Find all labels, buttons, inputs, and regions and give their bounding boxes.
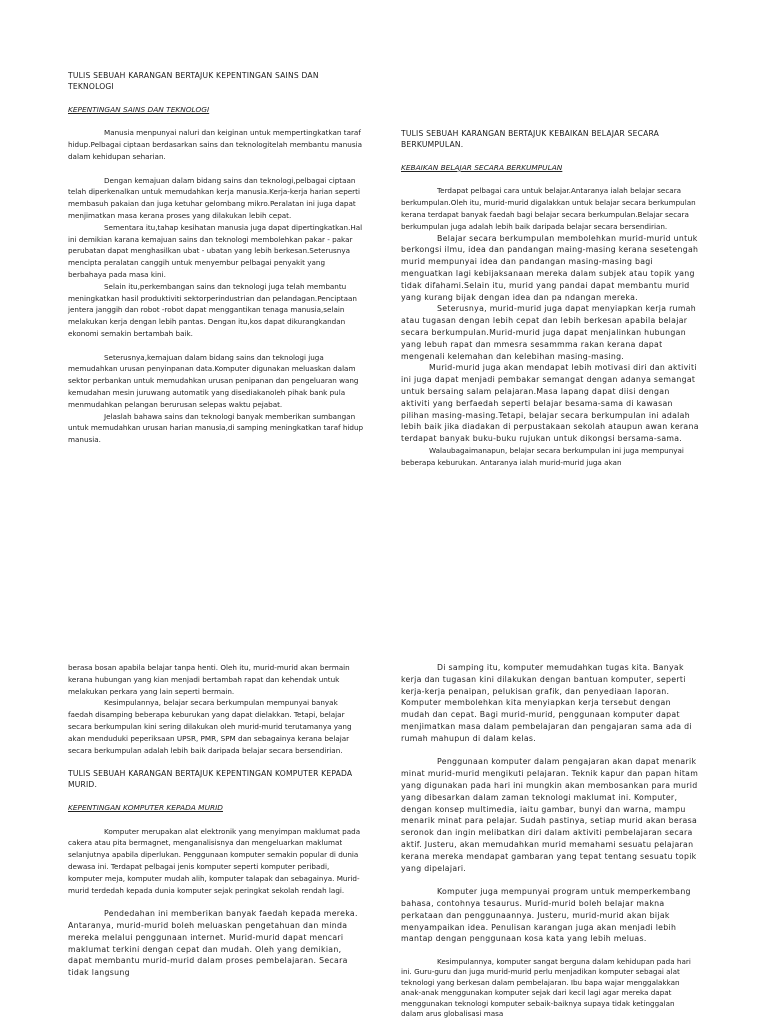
paragraph: Dengan kemajuan dalam bidang sains dan teknologi,pelbagai ciptaan telah diperkenalkan untuk memudahkan kerja manusia.Kerja-kerja harian seperti membasuh pakaian dan juga ketuhar gelombang mikro.Peralatan ini juga dapat menjimatkan masa kerana proses yang dilakukan lebih cepat. xyxy=(68,175,360,220)
paragraph: Walaubagaimanapun, belajar secara berkumpulan ini juga mempunyai beberapa keburukan. Antaranya ialah murid-murid juga akan xyxy=(401,445,684,467)
essay-subtitle: KEPENTINGAN SAINS DAN TEKNOLOGI xyxy=(68,104,210,114)
page-komputer-continued xyxy=(401,662,699,1020)
essay-subtitle: KEBAIKAN BELAJAR SECARA BERKUMPULAN xyxy=(401,162,563,172)
paragraph: Terdapat pelbagai cara untuk belajar.Antaranya ialah belajar secara berkumpulan.Oleh itu, murid-murid digalakkan untuk belajar secara berkumpulan kerana terdapat banyak faedah bagi belajar secara berkumpulan.Belajar secara berkumpulan juga adalah lebih baik daripada belajar secara bersendirian. xyxy=(401,186,696,231)
paragraph: Murid-murid juga akan mendapat lebih motivasi diri dan aktiviti ini juga dapat menjadi pembakar semangat dengan adanya semangat untuk bersaing salam pelajaran.Masa lapang dapat diisi dengan aktiviti yang berfaedah seperti belajar besama-sama di kawasan pilihan masing-masing.Tetapi, belajar secara berkumpulan ini adalah lebih baik jika diadakan di perpustakaan sekolah ataupun awan kerana terdapat banyak buku-buku rujukan untuk dikongsi bersama-sama. xyxy=(401,363,699,444)
paragraph: Jelaslah bahawa sains dan teknologi banyak memberikan sumbangan untuk memudahkan urusan harian manusia,di samping meningkatkan taraf hidup manusia. xyxy=(68,411,364,445)
paragraph: Di samping itu, komputer memudahkan tugas kita. Banyak kerja dan tugasan kini dilakukan dengan bantuan komputer, seperti kerja-kerja penaipan, pelukisan grafik, dan penyediaan laporan. Komputer membolehkan kita menyiapkan kerja tersebut dengan mudah dan cepat. Bagi murid-murid, penggunaan komputer dapat menjimatkan masa dalam pembelajaran dan pengajaran sama ada di rumah mahupun di dalam kelas. xyxy=(401,663,692,743)
page-kepentingan-sains xyxy=(68,70,364,446)
paragraph: Penggunaan komputer dalam pengajaran akan dapat menarik minat murid-murid mengikuti pelajaran. Teknik kapur dan papan hitam yang digunakan pada hari ini mungkin akan membosankan para murid yang dibesarkan dalam zaman teknologi maklumat ini. Komputer, dengan konsep multimedia, iaitu gambar, bunyi dan warna, mampu menarik minat para pelajar. Sudah pastinya, setiap murid akan berasa seronok dan ingin melibatkan diri dalam aktiviti pembelajaran secara aktif. Justeru, akan memudahkan murid memahami sesuatu pelajaran kerana mereka mendapat gambaran yang tepat tentang sesuatu topik yang dipelajari. xyxy=(401,757,699,873)
essay-title: TULIS SEBUAH KARANGAN BERTAJUK KEBAIKAN BELAJAR SECARA BERKUMPULAN. xyxy=(401,129,660,149)
paragraph: Belajar secara berkumpulan membolehkan murid-murid untuk berkongsi ilmu, idea dan pandangan maing-masing kerana sesetengah murid mempunyai idea dan pandangan masing-masing bagi menguatkan lagi kebijaksanaan mereka dalam subjek atau topik yang tidak difahami.Selain itu, murid yang pandai dapat membantu murid yang kurang bijak dengan idea dan pa ndangan mereka. xyxy=(401,233,699,302)
paragraph: Selain itu,perkembangan sains dan teknologi juga telah membantu meningkatkan hasil produktiviti sektorperindustrian dan pelandagan.Penciptaan jentera janggih dan robot -robot dapat menggantikan tenaga manusia,selain melakukan kerja dengan lebih pantas. Dengan itu,kos dapat dikurangkandan ekonomi semakin bertambah baik. xyxy=(68,281,357,338)
essay-subtitle: KEPENTINGAN KOMPUTER KEPADA MURID xyxy=(68,802,223,812)
paragraph: Komputer juga mempunyai program untuk memperkembang bahasa, contohnya tesaurus. Murid-murid boleh belajar makna perkataan dan penggunaannya. Justeru, murid-murid akan bijak menyampaikan idea. Penulisan karangan juga akan menjadi lebih mantap dengan penggunaan kosa kata yang lebih meluas. xyxy=(401,887,691,944)
page-kepentingan-komputer xyxy=(68,662,364,979)
essay-title: TULIS SEBUAH KARANGAN BERTAJUK KEPENTINGAN SAINS DAN TEKNOLOGI xyxy=(68,71,319,91)
paragraph: Sementara itu,tahap kesihatan manusia juga dapat dipertingkatkan.Hal ini demikian karana kemajuan sains dan teknologi membolehkan pakar - pakar perubatan dapat menghasilkan ubat - ubatan yang lebih berkesan.Seterusnya mencipta peralatan canggih untuk menyembur pelbagai penyakit yang berbahaya pada masa kini. xyxy=(68,222,363,279)
paragraph: Kesimpulannya, belajar secara berkumpulan mempunyai banyak faedah disamping beberapa keburukan yang dapat dielakkan. Tetapi, belajar secara berkumpulan kini sering dilakukan oleh murid-murid terutamanya yang akan menduduki peperiksaan UPSR, PMR, SPM dan sebagainya kerana belajar secara berkumpulan adalah lebih baik daripada belajar secara bersendirian. xyxy=(68,698,352,755)
essay-title: TULIS SEBUAH KARANGAN BERTAJUK KEPENTINGAN KOMPUTER KEPADA MURID. xyxy=(68,769,353,790)
paragraph: Manusia menpunyai naluri dan keiginan untuk mempertingkatkan taraf hidup.Pelbagai ciptaan berdasarkan sains dan teknologitelah membantu manusia dalam kehidupan seharian. xyxy=(68,128,362,161)
paragraph: Kesimpulannya, komputer sangat berguna dalam kehidupan pada hari ini. Guru-guru dan juga murid-murid perlu menjadikan komputer sebagai alat teknologi yang berkesan dalam pembelajaran. Ibu bapa wajar menggalakkan anak-anak menggunakan komputer sejak dari kecil lagi agar mereka dapat menggunakan teknologi komputer sebaik-baiknya supaya tidak ketinggalan dalam arus globalisasi masa xyxy=(401,956,691,1019)
paragraph: Komputer merupakan alat elektronik yang menyimpan maklumat pada cakera atau pita bermagnet, menganalisisnya dan mengeluarkan maklumat selanjutnya apabila diperlukan. Penggunaan komputer semakin popular di dunia dewasa ini. Terdapat pelbagai jenis komputer seperti komputer peribadi, komputer meja, komputer mudah alih, komputer talapak dan sebagainya. Murid-murid terdedah kepada dunia komputer sejak peringkat sekolah rendah lagi. xyxy=(68,826,361,895)
paragraph: berasa bosan apabila belajar tanpa henti. Oleh itu, murid-murid akan bermain kerana hubungan yang kian menjadi bertambah rapat dan kehendak untuk melakukan perkara yang lain seperti bermain. xyxy=(68,663,350,696)
page-kebaikan-belajar xyxy=(401,128,699,469)
paragraph: Pendedahan ini memberikan banyak faedah kepada mereka. Antaranya, murid-murid boleh meluaskan pengetahuan dan minda mereka melalui penggunaan internet. Murid-murid dapat mencari maklumat terkini dengan cepat dan mudah. Oleh yang demikian, dapat membantu murid-murid dalam proses pembelajaran. Secara tidak langsung xyxy=(68,909,358,978)
paragraph: Seterusnya,kemajuan dalam bidang sains dan teknologi juga memudahkan urusan penyinpanan data.Komputer digunakan meluaskan dalam sektor perbankan untuk memudahkan urusan penipanan dan pengeluaran wang kemudahan mesin juruwang automatik yang disediakanoleh pihak bank pula menmudahkan pelangan berurusan selepas waktu pejabat. xyxy=(68,352,359,409)
paragraph: Seterusnya, murid-murid juga dapat menyiapkan kerja rumah atau tugasan dengan lebih cepat dan lebih berkesan apabila belajar secara berkumpulan.Murid-murid juga dapat menjalinkan hubungan yang lebuh rapat dan mmesra sesammma rakan kerana dapat mengenali kelemahan dan kelebihan masing-masing. xyxy=(401,304,697,361)
